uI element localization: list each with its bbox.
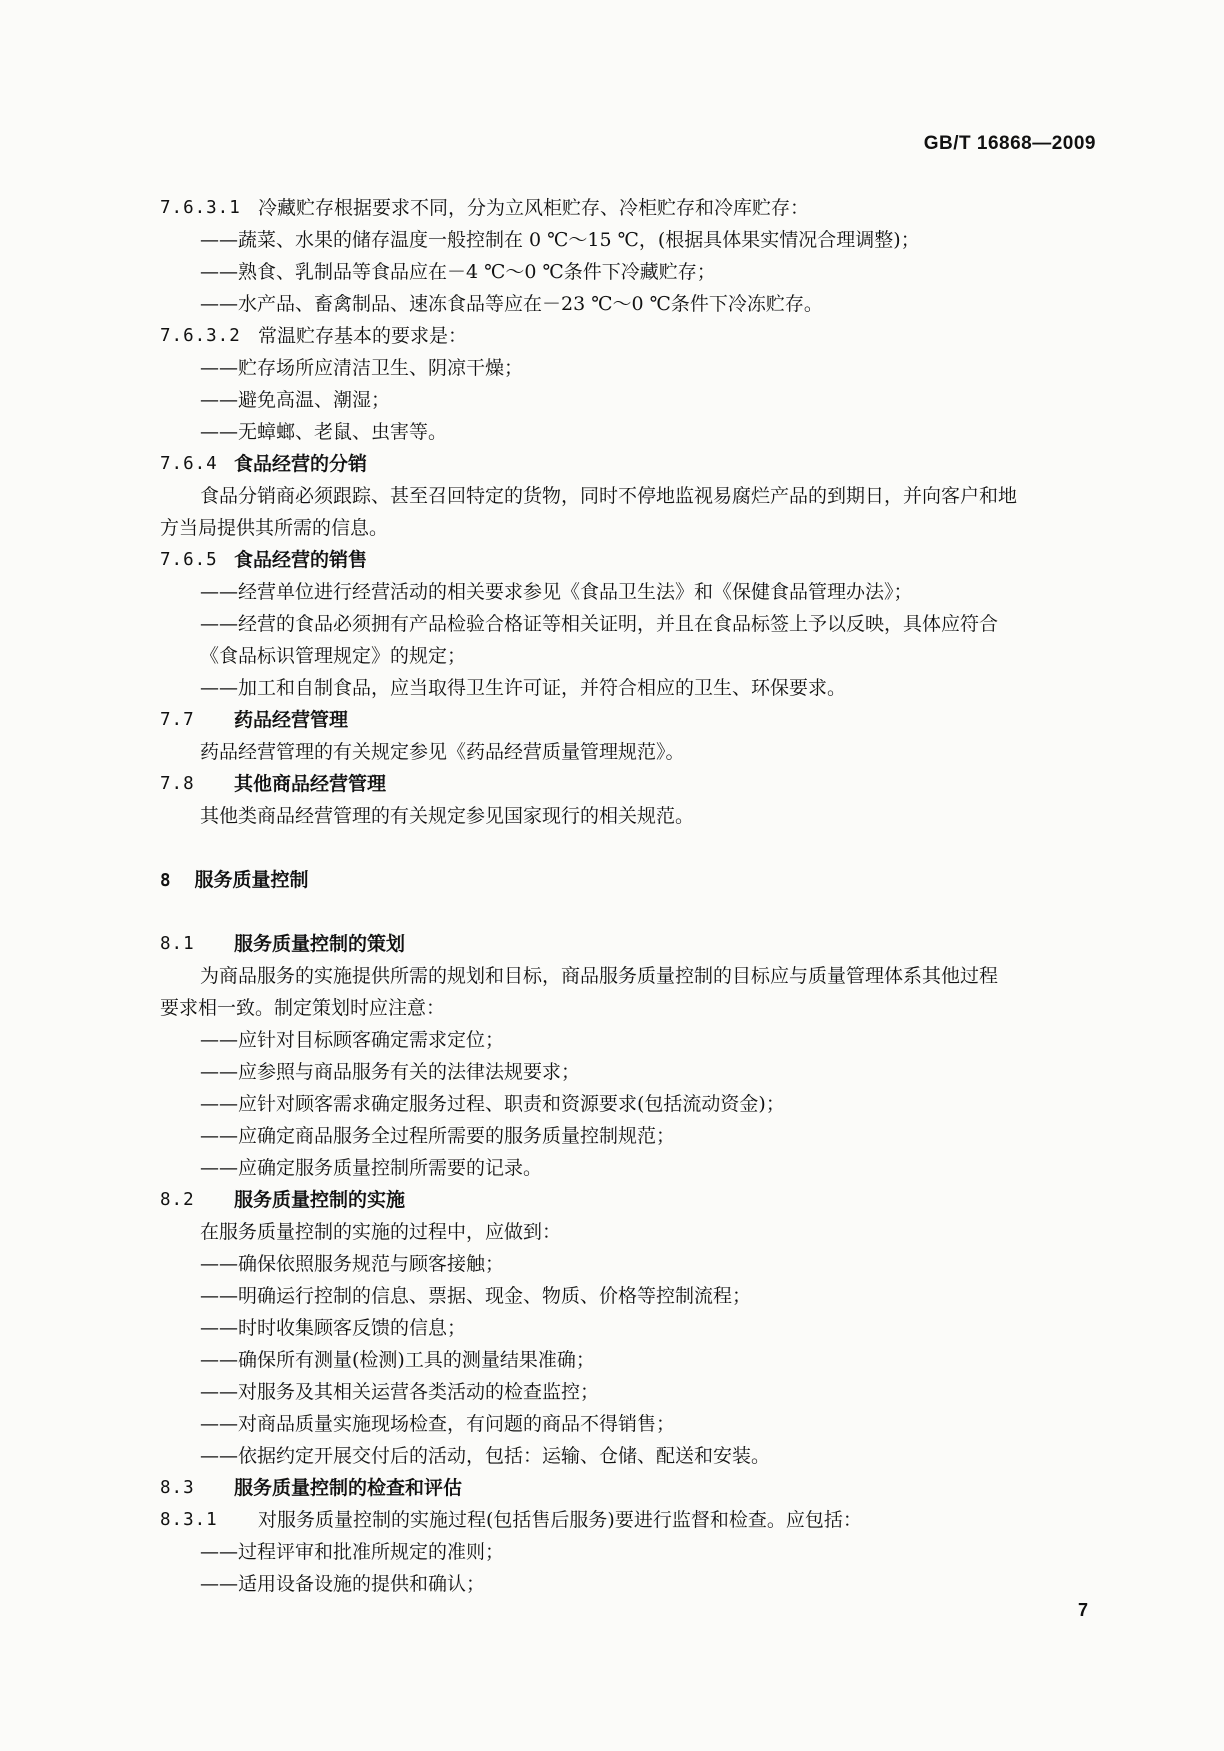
list-item: ——应参照与商品服务有关的法律法规要求； <box>200 1061 581 1083</box>
paragraph: 在服务质量控制的实施的过程中，应做到： <box>200 1221 562 1243</box>
clause-title: 服务质量控制的检查和评估 <box>234 1477 463 1499</box>
clause-number: 8.3.1 <box>160 1510 218 1530</box>
clause-text: 对服务质量控制的实施过程(包括售后服务)要进行监督和检查。应包括： <box>258 1509 862 1531</box>
clause-number: 7.6.3.2 <box>160 326 241 346</box>
list-item: ——蔬菜、水果的储存温度一般控制在 0 ℃～15 ℃，(根据具体果实情况合理调整)； <box>200 229 920 251</box>
clause-text: 冷藏贮存根据要求不同，分为立风柜贮存、冷柜贮存和冷库贮存： <box>258 197 810 219</box>
clause-number: 7.6.4 <box>160 454 218 474</box>
clause-7-6-3-2 <box>0 320 1224 352</box>
list-item: ——确保所有测量(检测)工具的测量结果准确； <box>200 1349 595 1371</box>
list-item: ——应确定商品服务全过程所需要的服务质量控制规范； <box>200 1125 676 1147</box>
list-item: ——对服务及其相关运营各类活动的检查监控； <box>200 1381 600 1403</box>
clause-8-2-heading <box>0 1184 1224 1216</box>
paragraph: 为商品服务的实施提供所需的规划和目标，商品服务质量控制的目标应与质量管理体系其他过程 <box>200 965 999 987</box>
clause-8-3-heading <box>0 1472 1224 1504</box>
list-item: ——应针对目标顾客确定需求定位； <box>200 1029 505 1051</box>
clause-number: 8.3 <box>160 1478 195 1498</box>
paragraph: 其他类商品经营管理的有关规定参见国家现行的相关规范。 <box>200 805 695 827</box>
document-body <box>0 192 1224 1600</box>
chapter-title: 服务质量控制 <box>194 869 309 891</box>
clause-number: 7.7 <box>160 710 195 730</box>
list-item: ——无蟑螂、老鼠、虫害等。 <box>200 421 448 443</box>
list-item: ——适用设备设施的提供和确认； <box>200 1573 486 1595</box>
list-item-continuation: 《食品标识管理规定》的规定； <box>200 645 467 667</box>
list-item: ——水产品、畜禽制品、速冻食品等应在－23 ℃～0 ℃条件下冷冻贮存。 <box>200 293 823 315</box>
clause-7-8-heading <box>0 768 1224 800</box>
list-item: ——时时收集顾客反馈的信息； <box>200 1317 467 1339</box>
list-item: ——确保依照服务规范与顾客接触； <box>200 1253 505 1275</box>
paragraph-continuation: 要求相一致。制定策划时应注意： <box>160 997 446 1019</box>
clause-number: 7.6.3.1 <box>160 198 241 218</box>
clause-number: 7.8 <box>160 774 195 794</box>
clause-7-6-3-1 <box>0 192 1224 224</box>
clause-title: 其他商品经营管理 <box>234 773 387 795</box>
clause-8-1-heading <box>0 928 1224 960</box>
list-item: ——应针对顾客需求确定服务过程、职责和资源要求(包括流动资金)； <box>200 1093 785 1115</box>
clause-7-6-4-heading <box>0 448 1224 480</box>
list-item: ——熟食、乳制品等食品应在－4 ℃～0 ℃条件下冷藏贮存； <box>200 261 716 283</box>
clause-title: 食品经营的分销 <box>234 453 368 475</box>
list-item: ——依据约定开展交付后的活动，包括：运输、仓储、配送和安装。 <box>200 1445 771 1467</box>
clause-7-7-heading <box>0 704 1224 736</box>
list-item: ——明确运行控制的信息、票据、现金、物质、价格等控制流程； <box>200 1285 752 1307</box>
chapter-number: 8 <box>160 871 171 891</box>
clause-number: 8.2 <box>160 1190 195 1210</box>
paragraph-continuation: 方当局提供其所需的信息。 <box>160 517 389 539</box>
clause-number: 8.1 <box>160 934 195 954</box>
list-item: ——避免高温、潮湿； <box>200 389 391 411</box>
list-item: ——应确定服务质量控制所需要的记录。 <box>200 1157 543 1179</box>
clause-8-3-1 <box>0 1504 1224 1536</box>
page-number: 7 <box>1078 1600 1089 1620</box>
clause-title: 服务质量控制的实施 <box>234 1189 406 1211</box>
clause-number: 7.6.5 <box>160 550 218 570</box>
paragraph: 药品经营管理的有关规定参见《药品经营质量管理规范》。 <box>200 741 685 763</box>
list-item: ——贮存场所应清洁卫生、阴凉干燥； <box>200 357 524 379</box>
clause-7-6-5-heading <box>0 544 1224 576</box>
list-item: ——经营的食品必须拥有产品检验合格证等相关证明，并且在食品标签上予以反映，具体应符合 <box>200 613 999 635</box>
list-item: ——经营单位进行经营活动的相关要求参见《食品卫生法》和《保健食品管理办法》； <box>200 581 913 603</box>
list-item: ——对商品质量实施现场检查，有问题的商品不得销售； <box>200 1413 676 1435</box>
list-item: ——加工和自制食品，应当取得卫生许可证，并符合相应的卫生、环保要求。 <box>200 677 847 699</box>
clause-title: 服务质量控制的策划 <box>234 933 406 955</box>
paragraph: 食品分销商必须跟踪、甚至召回特定的货物，同时不停地监视易腐烂产品的到期日，并向客户和地 <box>200 485 1018 507</box>
chapter-8-heading <box>0 864 1224 896</box>
list-item: ——过程评审和批准所规定的准则； <box>200 1541 505 1563</box>
clause-title: 药品经营管理 <box>234 709 349 731</box>
clause-title: 食品经营的销售 <box>234 549 368 571</box>
standard-code: GB/T 16868—2009 <box>923 133 1096 154</box>
clause-text: 常温贮存基本的要求是： <box>258 325 468 347</box>
